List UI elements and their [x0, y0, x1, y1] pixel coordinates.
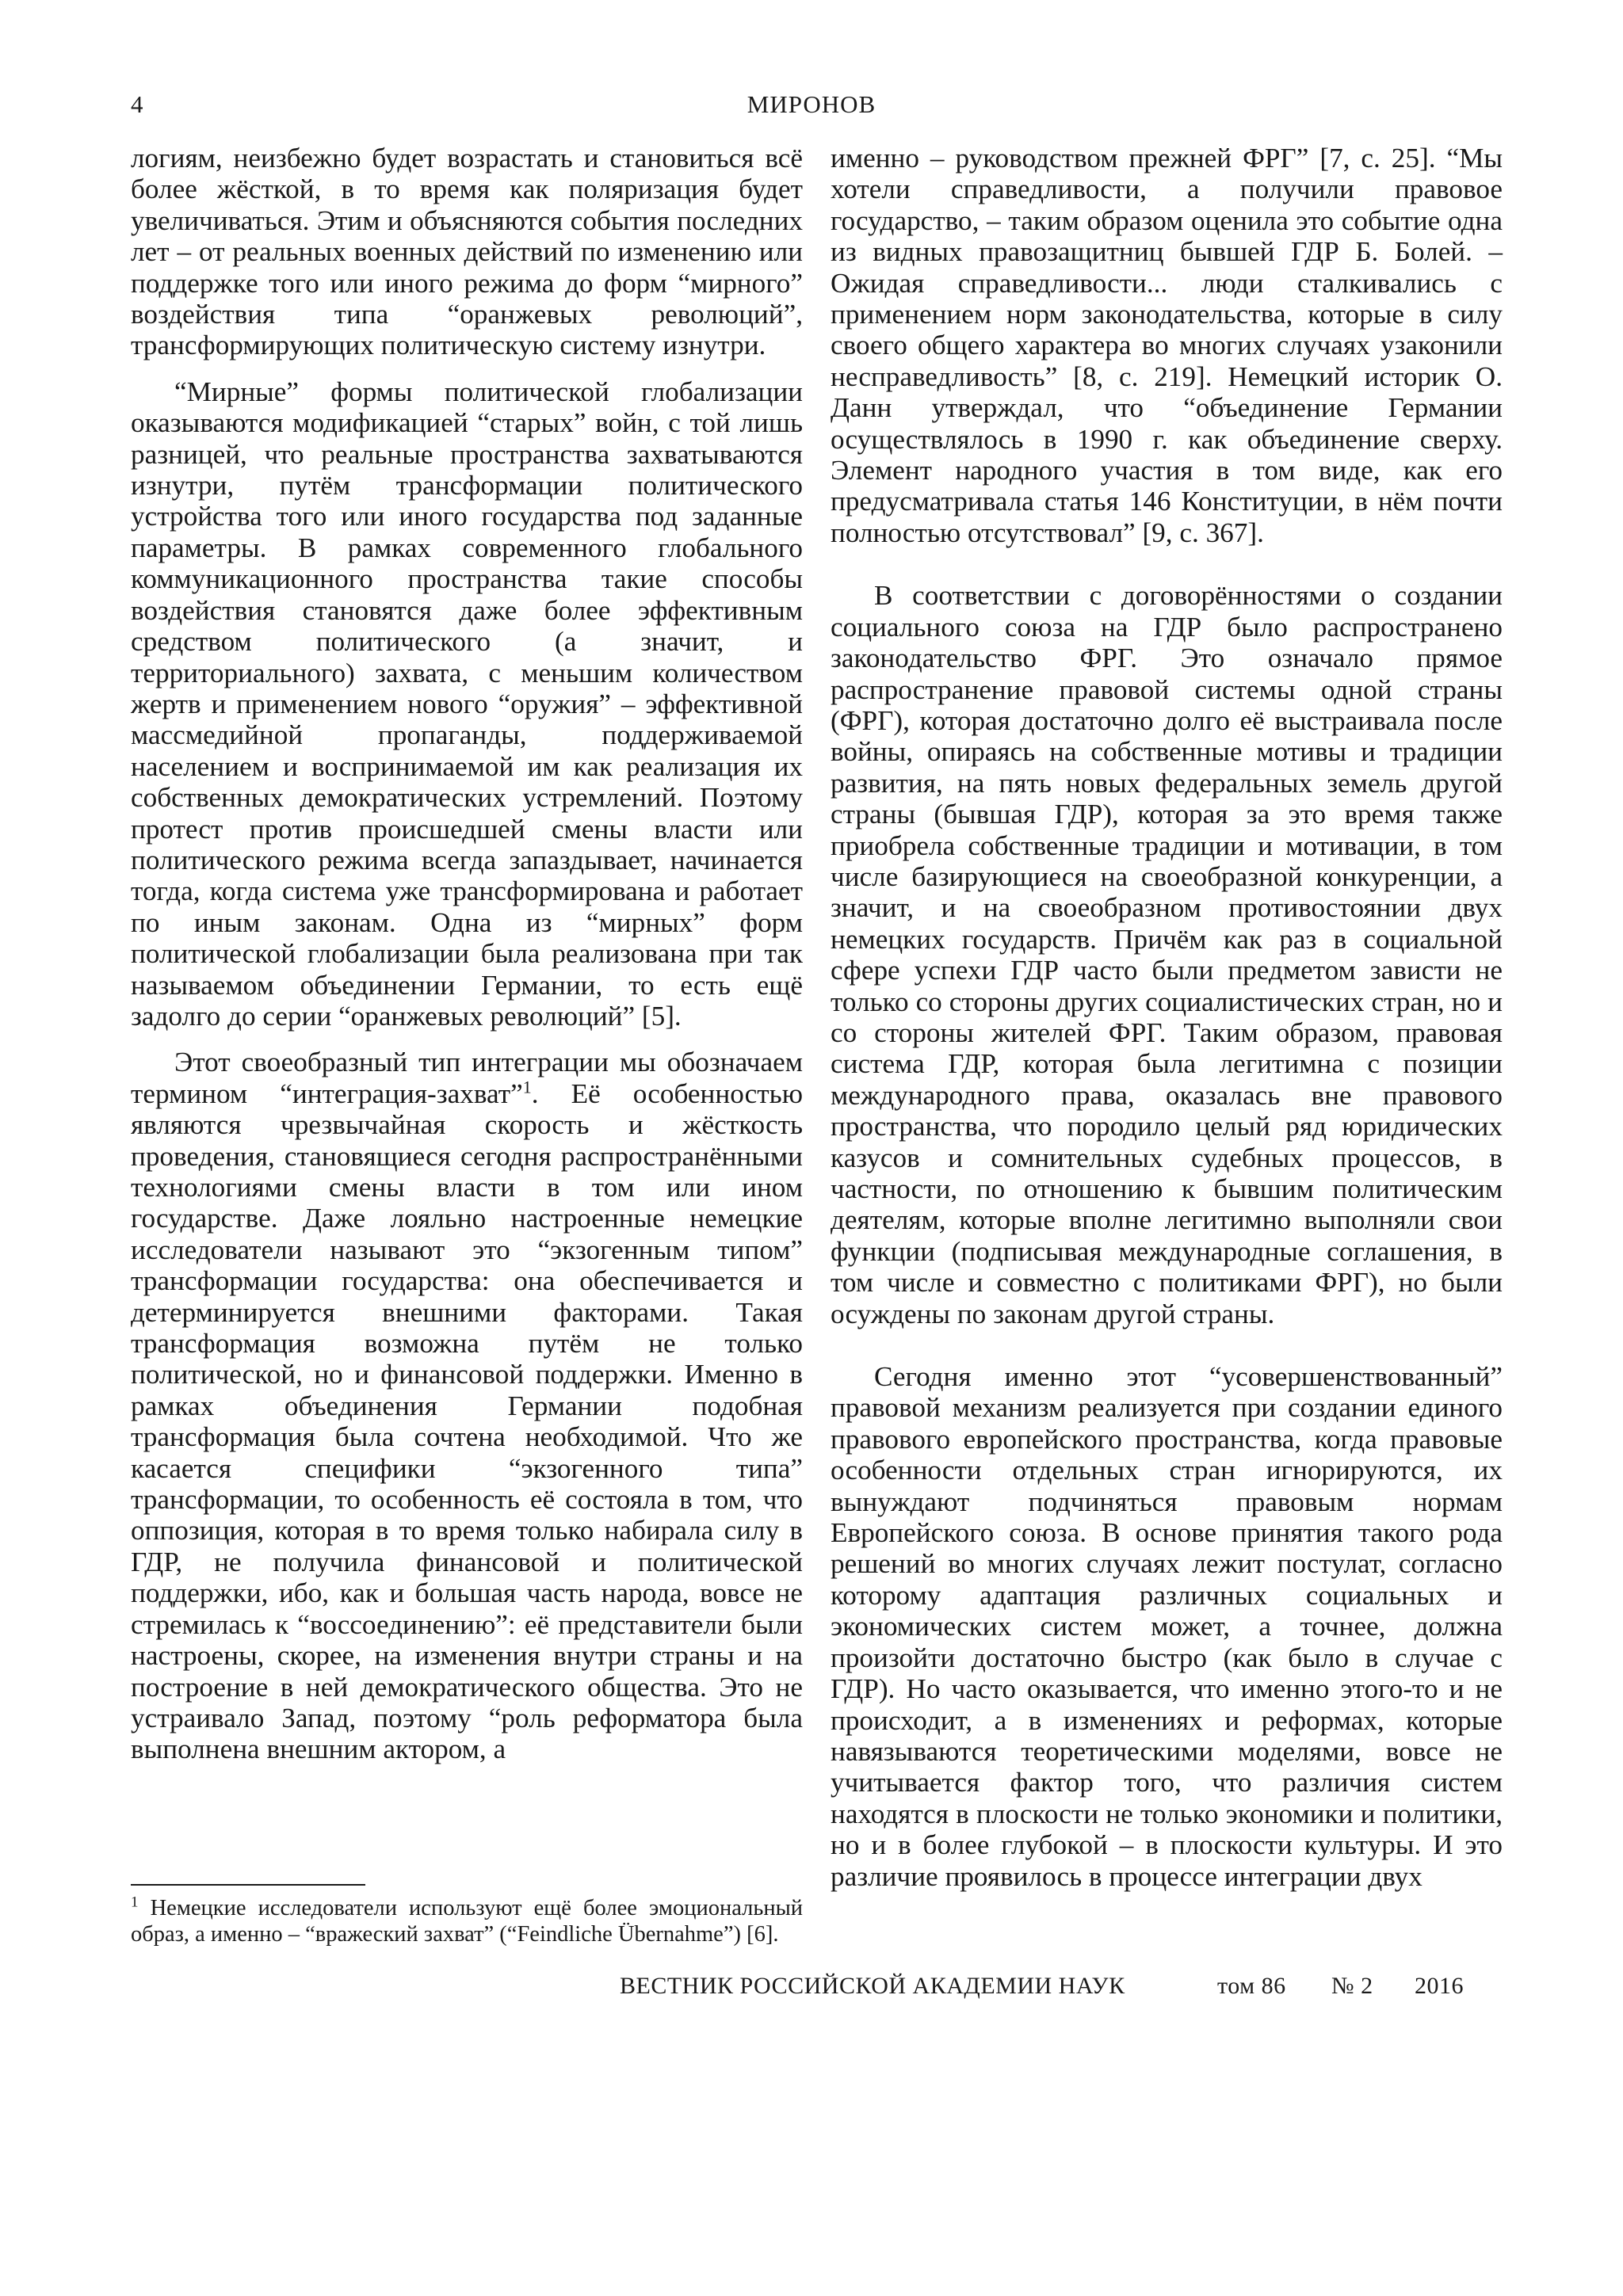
left-paragraph-3-rest: . Её особенностью являются чрезвычайная скорость и жёсткость проведения, становящиеся сегодня распространёнными технологиями смены власти в том или ином государстве. Даже лояльно настроенные немецкие исследователи называют это “экзогенным типом” трансформации государства: она обеспечивается и детерминируется внешними факторами. Такая трансформация возможна путём не только политической, но и финансовой поддержки. Именно в рамках объединения Германии подобная трансформация была сочтена необходимой. Что же касается специфики “экзогенного типа” трансформации, то особенность её состояла в том, что оппозиция, которая в то время только набирала силу в ГДР, не получила финансовой и политической поддержки, ибо, как и большая часть народа, вовсе не стремилась к “воссоединению”: её представители были настроены, скорее, на изменения внутри страны и на построение в ней демократического общества. Это не устраивало Запад, поэтому “роль реформатора была выполнена внешним актором, а	[131, 1077, 803, 1765]
footer-year: 2016	[1415, 1973, 1464, 1999]
footnote-mark: 1	[131, 1894, 139, 1911]
footer-issue: № 2	[1331, 1973, 1373, 1999]
footnote-text: Немецкие исследователи используют ещё более эмоциональный образ, а именно – “вражеский захват” (“Feindliche Übernahme”) [6].	[131, 1896, 803, 1947]
left-paragraph-1: логиям, неизбежно будет возрастать и становиться всё более жёсткой, в то время как поляризация будет увеличиваться. Этим и объясняются события последних лет – от реальных военных действий по изменению или поддержке того или иного режима до форм “мирного” воздействия типа “оранжевых революций”, трансформирующих политическую систему изнутри.	[131, 143, 803, 361]
left-column	[131, 143, 803, 1765]
footer-journal-title: ВЕСТНИК РОССИЙСКОЙ АКАДЕМИИ НАУК	[620, 1973, 1125, 1999]
footnote-reference[interactable]: 1	[522, 1077, 532, 1097]
right-paragraph-3: Сегодня именно этот “усовершенствованный” правовой механизм реализуется при создании единого правового европейского пространства, когда правовые особенности отдельных стран игнорируются, их вынуждают подчиняться правовым нормам Европейского союза. В основе принятия такого рода решений во многих случаях лежит постулат, согласно которому адаптация различных социальных и экономических систем может, а точнее, должна произойти достаточно быстро (как было в случае с ГДР). Но часто оказывается, что именно этого-то и не происходит, а в изменениях и реформах, которые навязываются теоретическими моделями, вовсе не учитывается фактор того, что различия систем находятся в плоскости не только экономики и политики, но и в более глубокой – в плоскости культуры. И это различие проявилось в процессе интеграции двух	[831, 1361, 1503, 1892]
right-paragraph-2: В соответствии с договорённостями о создании социального союза на ГДР было распространено законодательство ФРГ. Это означало прямое распространение правовой системы одной страны (ФРГ), которая достаточно долго её выстраивала после войны, опираясь на собственные мотивы и традиции развития, на пять новых федеральных земель другой страны (бывшая ГДР), которая за это время также приобрела собственные традиции и мотивации, в том числе базирующиеся на своеобразной конкуренции, а значит, и на своеобразном противостоянии двух немецких государств. Причём как раз в социальной сфере успехи ГДР часто были предметом зависти не только со стороны других социалистических стран, но и со стороны жителей ФРГ. Таким образом, правовая система ГДР, которая была легитимна с позиции международного права, оказалась вне правового пространства, что породило целый ряд юридических казусов и сомнительных судебных процессов, в частности, по отношению к бывшим политическим деятелям, которые вполне легитимно выполняли свои функции (подписывая международные соглашения, в том числе и совместно с политиками ФРГ), но были осуждены по законам другой страны.	[831, 580, 1503, 1329]
left-paragraph-3-start: Этот своеобразный тип интеграции мы обозначаем термином “интеграция-захват”	[131, 1047, 803, 1109]
running-head-author: МИРОНОВ	[747, 90, 876, 118]
right-column	[831, 143, 1503, 1892]
footer-volume: том 86	[1217, 1973, 1286, 1999]
footnote-rule	[131, 1884, 365, 1886]
left-paragraph-2: “Мирные” формы политической глобализации оказываются модификацией “старых” войн, с той лишь разницей, что реальные пространства захватываются изнутри, путём трансформации политического устройства того или иного государства под заданные параметры. В рамках современного глобального коммуникационного пространства такие способы воздействия становятся даже более эффективным средством политического (а значит, и территориального) захвата, с меньшим количеством жертв и применением нового “оружия” – эффективной массмедийной пропаганды, поддерживаемой населением и воспринимаемой им как реализация их собственных демократических устремлений. Поэтому протест против происшедшей смены власти или политического режима всегда запаздывает, начинается тогда, когда система уже трансформирована и работает по иным законам. Одна из “мирных” форм политической глобализации была реализована при так называемом объединении Германии, то есть ещё задолго до серии “оранжевых революций” [5].	[131, 376, 803, 1032]
page-number: 4	[131, 90, 143, 118]
right-paragraph-1: именно – руководством прежней ФРГ” [7, с. 25]. “Мы хотели справедливости, а получили правовое государство, – таким образом оценила это событие одна из видных правозащитниц бывшей ГДР Б. Болей. – Ожидая справедливости... люди сталкивались с применением норм законодательства, которые в силу своего общего характера во многих случаях узаконили несправедливость” [8, с. 219]. Немецкий историк О. Данн утверждал, что “объединение Германии осуществлялось в 1990 г. как объединение сверху. Элемент народного участия в том виде, как его предусматривала статья 146 Конституции, в нём почти полностью отсутствовал” [9, с. 367].	[831, 143, 1503, 548]
left-paragraph-3	[131, 1047, 803, 1764]
footnote	[131, 1895, 803, 1947]
